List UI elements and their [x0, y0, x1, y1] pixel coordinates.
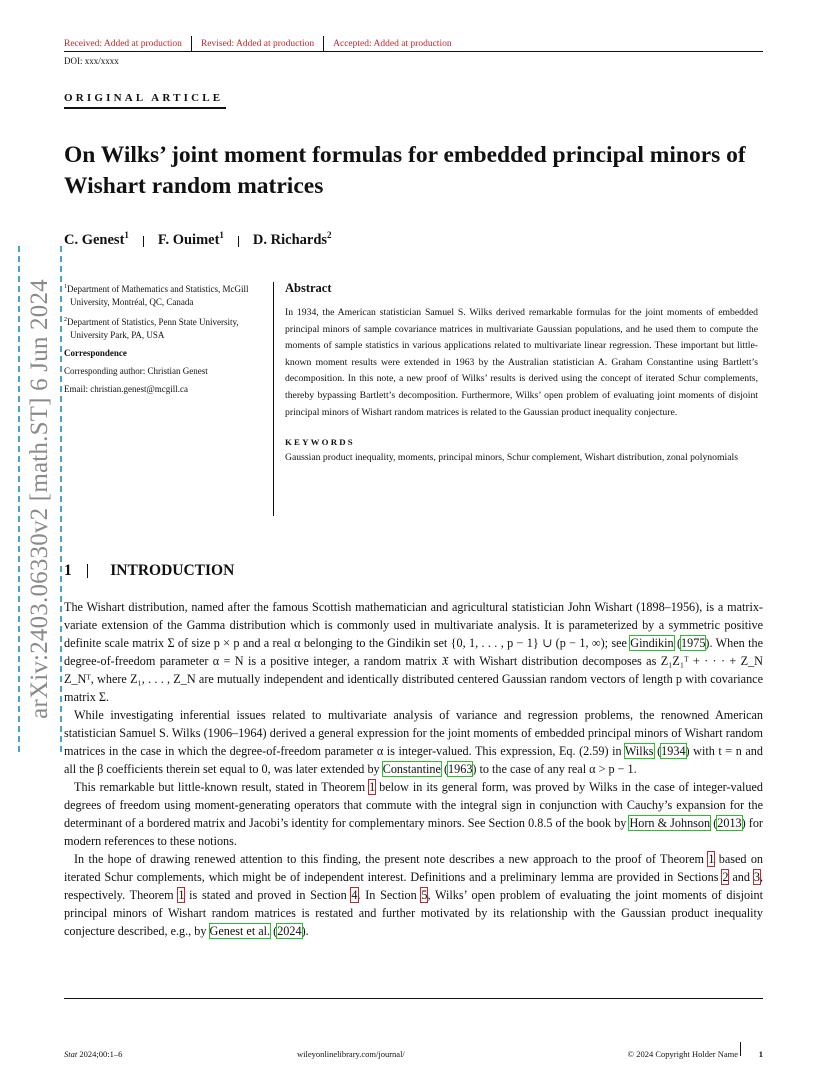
paragraph: This remarkable but little-known result, stated in Theorem 1 below in its general form, was proved by Wilks in the case of integer-valued degrees of freedom using moment-generating operators that commute with the integral sign in conjunction with Cauchy’s expansion for the determinant of a bordered matrix and Jacobi’s identity for complementary minors. See Section 0.8.5 of the book by Horn & Johnson (2013) for modern references to these notions. — [64, 780, 763, 848]
citation-year-link[interactable]: 1963 — [448, 762, 473, 776]
publication-dates — [64, 36, 452, 52]
article-type-rule — [64, 107, 226, 109]
arxiv-watermark-text: arXiv:2403.06330v2 [math.ST] 6 Jun 2024 — [26, 279, 53, 719]
section-ref-link[interactable]: 5 — [421, 888, 428, 902]
section-heading — [64, 562, 234, 580]
theorem-ref-link[interactable]: 1 — [708, 852, 715, 866]
footer-journal: Stat 2024;00:1–6 — [64, 1049, 123, 1059]
received-date: Received: Added at production — [64, 39, 182, 49]
page-number: 1 — [758, 1049, 763, 1059]
corresponding-author: Corresponding author: Christian Genest — [64, 366, 208, 376]
header-separator — [323, 36, 324, 52]
doi[interactable]: DOI: xxx/xxxx — [64, 56, 119, 66]
abstract-text: In 1934, the American statistician Samuel S. Wilks derived remarkable formulas for the joint moments of embedded principal minors of sample covariance matrices in multivariate Gaussian populations, and he used them to compute the moments of sample statistics in various applications related to multivariate linear regression. These important but little-known moment results were extended in 1963 by the Australian statistician A. Graham Constantine using Bartlett’s decomposition. In this note, a new proof of Wilks’ results is derived using the concept of iterated Schur complements, thereby bypassing Bartlett’s decomposition. Furthermore, Wilks’ open problem of evaluating joint moments of disjoint principal minors of Wishart random matrices is related to the Gaussian product inequality conjecture. — [285, 307, 758, 418]
abstract-heading: Abstract — [285, 281, 332, 295]
paper-title: On Wilks’ joint moment formulas for embedded principal minors of Wishart random matrices — [64, 142, 746, 199]
corresponding-email[interactable]: Email: christian.genest@mcgill.ca — [64, 384, 189, 394]
affiliation: $^2$Department of Statistics, Penn State University, University Park, PA, USA — [64, 317, 239, 340]
author-separator — [238, 236, 239, 247]
section-number: 1 — [64, 562, 72, 579]
article-type: ORIGINAL ARTICLE — [64, 92, 224, 104]
author-separator — [143, 236, 144, 247]
accepted-date: Accepted: Added at production — [333, 39, 452, 49]
citation-link[interactable]: Constantine — [382, 762, 441, 776]
header-rule — [64, 51, 763, 52]
section-ref-link[interactable]: 3 — [753, 870, 760, 884]
correspondence-heading: Correspondence — [64, 348, 127, 358]
author-list — [64, 230, 332, 249]
introduction-body — [64, 598, 763, 940]
section-separator — [87, 564, 89, 578]
citation-link[interactable]: Wilks — [624, 744, 654, 758]
section-ref-link[interactable]: 4 — [351, 888, 358, 902]
citation-year-link[interactable]: 1934 — [661, 744, 686, 758]
revised-date: Revised: Added at production — [200, 39, 315, 49]
abstract-block — [285, 281, 758, 467]
citation-link[interactable]: Genest et al. — [209, 924, 271, 938]
footer-copyright: © 2024 Copyright Holder Name — [627, 1049, 738, 1059]
author[interactable]: C. Genest$^1$ — [64, 230, 129, 248]
keywords-heading: KEYWORDS — [285, 437, 355, 448]
paragraph: In the hope of drawing renewed attention to this finding, the present note describes a new approach to the proof of Theorem 1 based on iterated Schur complements, which might be of independent interest. Definitions and a preliminary lemma are provided in Sections 2 and 3, respectively. Theorem 1 is stated and proved in Section 4. In Section 5, Wilks’ open problem of evaluating the joint moments of disjoint principal minors of Wishart random matrices is restated and further motivated by its relationship with the Gaussian product inequality conjecture described, e.g., by Genest et al. (2024). — [64, 852, 764, 938]
author[interactable]: F. Ouimet$^1$ — [157, 230, 224, 248]
citation-year-link[interactable]: 2013 — [717, 816, 742, 830]
citation-year-link[interactable]: 2024 — [277, 924, 302, 938]
section-ref-link[interactable]: 2 — [722, 870, 729, 884]
author[interactable]: D. Richards$^2$ — [252, 230, 332, 248]
citation-link[interactable]: Gindikin — [630, 636, 674, 650]
theorem-ref-link[interactable]: 1 — [178, 888, 185, 902]
arxiv-watermark[interactable] — [18, 246, 62, 752]
section-title: INTRODUCTION — [110, 562, 235, 579]
column-divider — [273, 282, 274, 516]
footer-rule — [64, 998, 763, 999]
footer-url[interactable]: wileyonlinelibrary.com/journal/ — [297, 1049, 405, 1059]
affiliations — [64, 281, 268, 401]
citation-year-link[interactable]: 1975 — [681, 636, 706, 650]
keywords: Gaussian product inequality, moments, principal minors, Schur complement, Wishart distribution, zonal polynomials — [285, 452, 738, 464]
header-separator — [191, 36, 192, 52]
theorem-ref-link[interactable]: 1 — [369, 780, 376, 794]
paragraph: While investigating inferential issues related to multivariate analysis of variance and regression problems, the renowned American statistician Samuel S. Wilks (1906–1964) derived a general expression for the joint moments of embedded principal minors of Wishart random matrices in the case in which the degree-of-freedom parameter α is integer-valued. This expression, Eq. (2.59) in Wilks (1934) with t = n and all the β coefficients therein set equal to 0, was later extended by Constantine (1963) to the case of any real α > p − 1. — [64, 708, 763, 776]
citation-link[interactable]: Horn & Johnson — [629, 816, 711, 830]
affiliation: $^1$Department of Mathematics and Statistics, McGill University, Montréal, QC, Canada — [64, 284, 249, 307]
paragraph: The Wishart distribution, named after the famous Scottish mathematician and agricultural statistician John Wishart (1898–1956), is a matrix-variate extension of the Gamma distribution which is commonly used in multivariate analysis. It is parameterized by a symmetric positive definite scale matrix Σ of size p × p and a real α belonging to the Gindikin set {0, 1, . . . , p − 1} ∪ (p − 1, ∞); see Gindikin (1975). When the degree-of-freedom parameter α = N is a positive integer, a random matrix 𝔛 with Wishart distribution decomposes as Z₁Z₁ᵀ + · · · + Z_N Z_Nᵀ, where Z₁, . . . , Z_N are mutually independent and identically distributed centered Gaussian random vectors of length p with covariance matrix Σ. — [64, 600, 764, 704]
footer-separator — [740, 1042, 741, 1056]
